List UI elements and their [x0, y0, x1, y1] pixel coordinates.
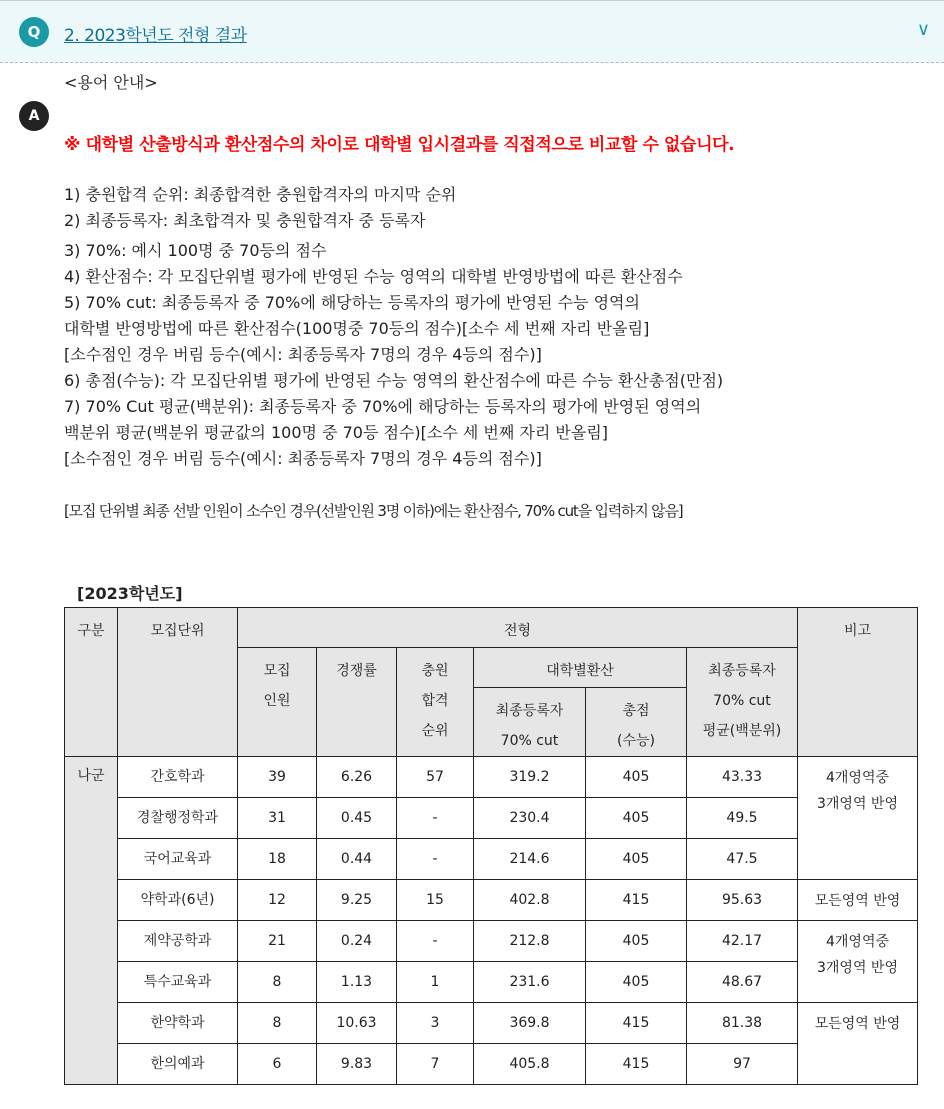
definition-line: 2) 최종등록자: 최초합격자 및 충원합격자 중 등록자 — [64, 211, 426, 230]
table-row — [65, 798, 918, 839]
definition-line: [소수점인 경우 버림 등수(예시: 최종등록자 7명의 경우 4등의 점수)] — [64, 449, 542, 468]
answer-badge: A — [19, 101, 49, 131]
remarks-cell: 모든영역 반영 — [798, 880, 918, 921]
header-quota: 모집 인원 — [238, 648, 317, 757]
remarks-cell: 모든영역 반영 — [798, 1003, 918, 1085]
definition-line: 백분위 평균(백분위 평균값의 100명 중 70등 점수)[소수 세 번째 자리 반올림] — [64, 423, 609, 442]
cell-ratio: 0.24 — [317, 921, 397, 962]
definition-line: 4) 환산점수: 각 모집단위별 평가에 반영된 수능 영역의 대학별 반영방법에 따른 환산점수 — [64, 267, 683, 286]
header-admission: 전형 — [238, 608, 798, 648]
cell-quota: 31 — [238, 798, 317, 839]
header-unit: 모집단위 — [118, 608, 238, 757]
question-badge: Q — [19, 17, 49, 47]
cell-cut: 319.2 — [474, 757, 586, 798]
cell-unit: 제약공학과 — [118, 921, 238, 962]
cell-unit: 특수교육과 — [118, 962, 238, 1003]
cell-ratio: 0.44 — [317, 839, 397, 880]
definition-line: 1) 충원합격 순위: 최종합격한 충원합격자의 마지막 순위 — [64, 185, 457, 204]
cell-rank: - — [397, 798, 474, 839]
chevron-down-icon[interactable]: ∨ — [916, 19, 930, 40]
answer-content — [64, 70, 924, 524]
warning-text: ※ 대학별 산출방식과 환산점수의 차이로 대학별 입시결과를 직접적으로 비교할 수 없습니다. — [64, 135, 735, 155]
cell-pct: 47.5 — [687, 839, 798, 880]
header-rank: 충원 합격 순위 — [397, 648, 474, 757]
cell-quota: 8 — [238, 962, 317, 1003]
cell-ratio: 10.63 — [317, 1003, 397, 1044]
cell-pct: 95.63 — [687, 880, 798, 921]
cell-unit: 간호학과 — [118, 757, 238, 798]
cell-ratio: 9.25 — [317, 880, 397, 921]
cell-quota: 18 — [238, 839, 317, 880]
cell-unit: 약학과(6년) — [118, 880, 238, 921]
table-row — [65, 757, 918, 798]
cell-quota: 12 — [238, 880, 317, 921]
table-row — [65, 1044, 918, 1085]
cell-quota: 21 — [238, 921, 317, 962]
cell-ratio: 1.13 — [317, 962, 397, 1003]
table-row — [65, 921, 918, 962]
cell-quota: 8 — [238, 1003, 317, 1044]
cell-pct: 42.17 — [687, 921, 798, 962]
header-cut: 최종등록자 70% cut — [474, 688, 586, 757]
remarks-cell: 4개영역중 3개영역 반영 — [798, 921, 918, 1003]
cell-quota: 39 — [238, 757, 317, 798]
cell-rank: 15 — [397, 880, 474, 921]
note-text: [모집 단위별 최종 선발 인원이 소수인 경우(선발인원 3명 이하)에는 환산점수, 70% cut을 입력하지 않음] — [64, 502, 683, 520]
cell-cut: 405.8 — [474, 1044, 586, 1085]
cell-cut: 230.4 — [474, 798, 586, 839]
question-header[interactable] — [0, 0, 944, 63]
cell-pct: 48.67 — [687, 962, 798, 1003]
cell-ratio: 6.26 — [317, 757, 397, 798]
header-percentile: 최종등록자 70% cut 평균(백분위) — [687, 648, 798, 757]
cell-unit: 한약학과 — [118, 1003, 238, 1044]
definitions-list — [64, 182, 924, 472]
cell-cut: 214.6 — [474, 839, 586, 880]
definition-line: 6) 총점(수능): 각 모집단위별 평가에 반영된 수능 영역의 환산점수에 따른 수능 환산총점(만점) — [64, 371, 724, 390]
header-total: 총점 (수능) — [586, 688, 687, 757]
cell-rank: 57 — [397, 757, 474, 798]
table-row — [65, 962, 918, 1003]
cell-rank: - — [397, 839, 474, 880]
cell-rank: 7 — [397, 1044, 474, 1085]
cell-pct: 43.33 — [687, 757, 798, 798]
group-cell: 나군 — [65, 757, 118, 1085]
cell-unit: 경찰행정학과 — [118, 798, 238, 839]
cell-total: 415 — [586, 1003, 687, 1044]
results-table — [64, 607, 918, 1085]
definition-line: 7) 70% Cut 평균(백분위): 최종등록자 중 70%에 해당하는 등록자의 평가에 반영된 영역의 — [64, 397, 702, 416]
cell-rank: - — [397, 921, 474, 962]
cell-total: 405 — [586, 921, 687, 962]
cell-total: 405 — [586, 757, 687, 798]
cell-rank: 1 — [397, 962, 474, 1003]
header-conversion: 대학별환산 — [474, 648, 687, 688]
cell-cut: 212.8 — [474, 921, 586, 962]
question-title-link[interactable]: 2. 2023학년도 전형 결과 — [64, 26, 247, 46]
definition-line: 5) 70% cut: 최종등록자 중 70%에 해당하는 등록자의 평가에 반영된 수능 영역의 — [64, 293, 640, 312]
terms-heading: <용어 안내> — [64, 73, 158, 92]
cell-ratio: 9.83 — [317, 1044, 397, 1085]
header-remarks: 비고 — [798, 608, 918, 757]
header-ratio: 경쟁률 — [317, 648, 397, 757]
remarks-cell: 4개영역중 3개영역 반영 — [798, 757, 918, 880]
cell-quota: 6 — [238, 1044, 317, 1085]
cell-pct: 97 — [687, 1044, 798, 1085]
cell-total: 415 — [586, 1044, 687, 1085]
table-row — [65, 1003, 918, 1044]
cell-cut: 231.6 — [474, 962, 586, 1003]
table-row — [65, 839, 918, 880]
table-caption: [2023학년도] — [77, 584, 183, 603]
definition-line: 대학별 반영방법에 따른 환산점수(100명중 70등의 점수)[소수 세 번째 자리 반올림] — [64, 319, 650, 338]
cell-total: 405 — [586, 962, 687, 1003]
cell-pct: 81.38 — [687, 1003, 798, 1044]
cell-ratio: 0.45 — [317, 798, 397, 839]
header-group: 구분 — [65, 608, 118, 757]
definition-line: [소수점인 경우 버림 등수(예시: 최종등록자 7명의 경우 4등의 점수)] — [64, 345, 542, 364]
definition-line: 3) 70%: 예시 100명 중 70등의 점수 — [64, 241, 327, 260]
cell-cut: 402.8 — [474, 880, 586, 921]
cell-pct: 49.5 — [687, 798, 798, 839]
cell-total: 405 — [586, 839, 687, 880]
cell-cut: 369.8 — [474, 1003, 586, 1044]
cell-rank: 3 — [397, 1003, 474, 1044]
cell-unit: 국어교육과 — [118, 839, 238, 880]
cell-total: 415 — [586, 880, 687, 921]
cell-unit: 한의예과 — [118, 1044, 238, 1085]
table-row — [65, 880, 918, 921]
cell-total: 405 — [586, 798, 687, 839]
